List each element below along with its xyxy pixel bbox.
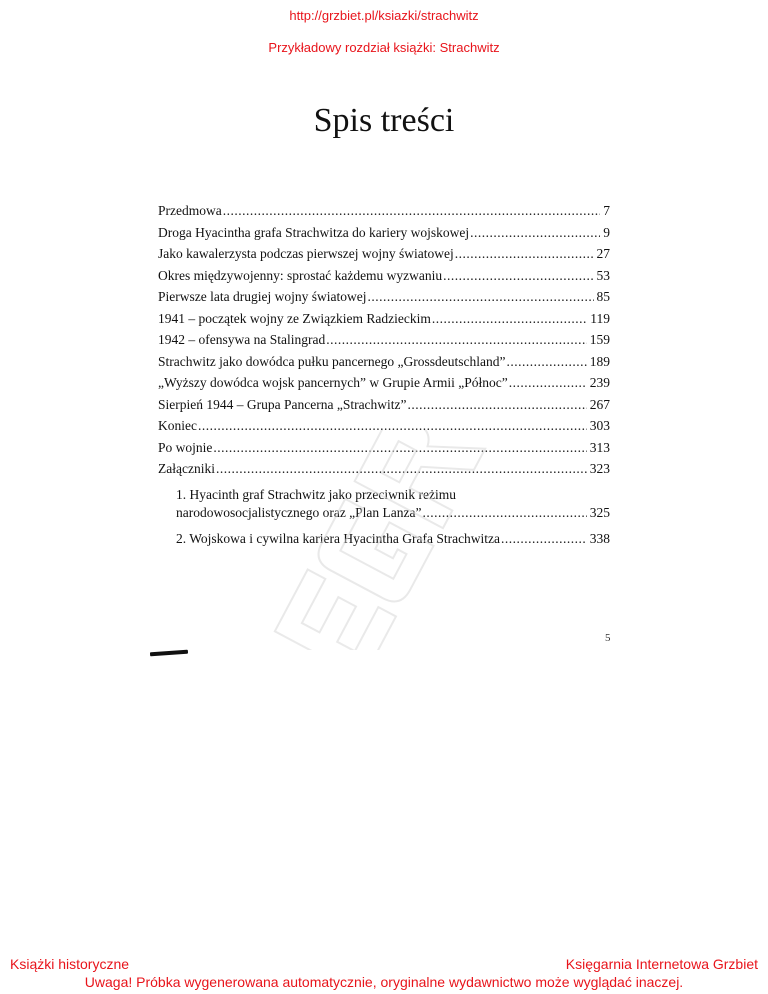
toc-entry [158,311,610,333]
dot-leader [326,332,587,348]
toc-entry [158,440,610,462]
toc-entry-page: 267 [589,396,610,412]
toc-entry [158,332,610,354]
toc-entry-title: Koniec [158,418,197,433]
dot-leader [367,289,593,305]
toc-entry-page: 159 [589,332,610,347]
toc-entry-page: 323 [589,461,610,476]
toc-entry-title: Jako kawalerzysta podczas pierwszej wojny światowej [158,246,454,261]
toc-entry [158,225,610,247]
dot-leader [501,531,587,547]
dot-leader [408,397,587,413]
appendix-list [176,487,610,551]
source-url[interactable]: http://grzbiet.pl/ksiazki/strachwitz [289,8,479,23]
appendix-entry-title: 2. Wojskowa i cywilna kariera Hyacintha Grafa Strachwitza [176,530,501,546]
toc-entry-title: „Wyższy dowódca wojsk pancernych” w Grupie Armii „Północ” [158,375,508,390]
toc-entry-title: Pierwsze lata drugiej wojny światowej [158,289,367,304]
dot-leader [455,246,594,262]
toc-entry-page: 27 [596,246,610,261]
toc-entry [158,375,610,397]
toc-entry-title: Załączniki [158,461,215,476]
footer-store-link[interactable]: Księgarnia Internetowa Grzbiet [565,956,758,972]
dot-leader [507,354,587,370]
dot-leader [198,418,587,434]
appendix-entry-page: 338 [589,530,610,546]
dot-leader [432,311,587,327]
toc-entry-page: 303 [589,418,610,433]
toc-entry-page: 7 [603,203,610,218]
toc-entry-page: 9 [603,224,610,240]
toc-entry-title: Po wojnie [158,439,213,455]
toc-entry [158,246,610,268]
toc-entry [158,268,610,290]
toc-entry [158,397,610,419]
dot-leader [509,375,587,391]
toc-entry-title: Droga Hyacintha grafa Strachwitza do kariery wojskowej [158,224,470,240]
toc-entry-title: 1941 – początek wojny ze Związkiem Radzieckim [158,310,431,326]
appendix-entry-title: narodowosocjalistycznego oraz „Plan Lanza” [176,504,422,520]
toc-entry-page: 53 [596,267,610,283]
appendix-entry-line1: 1. Hyacinth graf Strachwitz jako przeciwnik reżimu [176,486,457,502]
scan-mark [150,650,188,657]
toc-entry-page: 85 [596,289,610,304]
toc-entry-title: Sierpień 1944 – Grupa Pancerna „Strachwitz” [158,396,407,412]
toc-entry-page: 313 [589,439,610,455]
appendix-entry-page: 325 [589,504,610,520]
dot-leader [443,268,593,284]
toc-entry-title: Okres międzywojenny: sprostać każdemu wyzwaniu [158,267,443,283]
toc-entry-title: Przedmowa [158,203,222,218]
toc-entry-page: 119 [590,310,610,326]
toc-entry [158,418,610,440]
dot-leader [213,440,586,456]
footer-disclaimer: Uwaga! Próbka wygenerowana automatycznie, oryginalne wydawnictwo może wyglądać inaczej. [84,974,684,990]
footer-category-link[interactable]: Książki historyczne [10,956,130,972]
dot-leader [423,505,587,521]
toc-entry [158,461,610,483]
toc-entry [158,203,610,225]
page-title: Spis treści [313,102,455,139]
book-page-number: 5 [605,632,611,644]
sample-chapter-caption: Przykładowy rozdział książki: Strachwitz [268,40,500,55]
toc-entry [158,354,610,376]
table-of-contents [158,203,610,551]
toc-entry-title: 1942 – ofensywa na Stalingrad [158,332,326,347]
toc-entry-title: Strachwitz jako dowódca pułku pancernego „Grossdeutschland” [158,353,506,369]
appendix-entry [176,505,610,525]
dot-leader [223,203,601,219]
toc-entry [158,289,610,311]
dot-leader [470,225,600,241]
appendix-entry [176,531,610,551]
toc-entry-page: 239 [589,375,610,390]
toc-entry-page: 189 [589,353,610,369]
dot-leader [216,461,587,477]
